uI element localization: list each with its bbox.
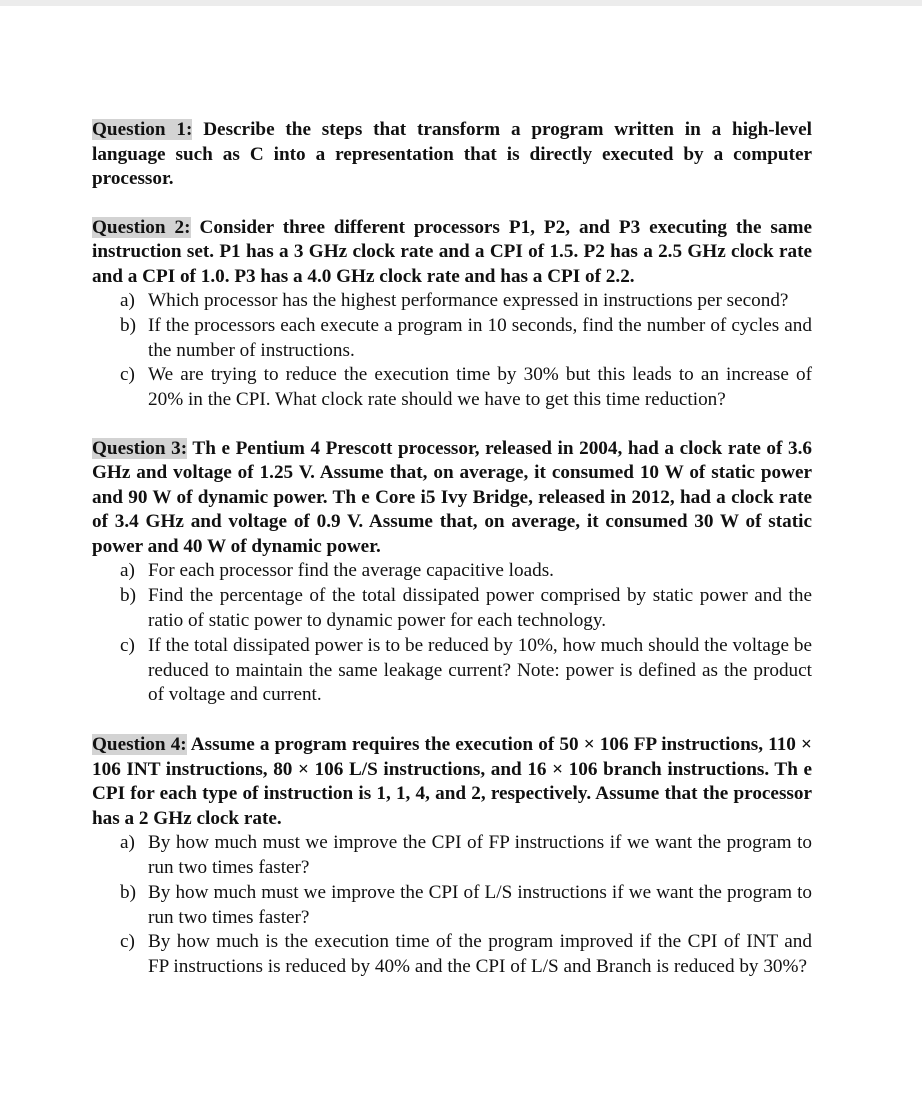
question-4-part-b <box>92 881 812 931</box>
question-2-label: Question 2: <box>92 216 191 238</box>
part-letter: c) <box>120 364 135 386</box>
question-3-part-a <box>92 559 812 584</box>
question-2-part-b <box>92 314 812 364</box>
question-4-label: Question 4: <box>92 734 187 756</box>
top-edge <box>0 0 922 6</box>
part-text: We are trying to reduce the execution time by 30% but this leads to an increase of 20% in the CPI. What clock rate should we have to get this time reduction? <box>148 364 812 411</box>
question-1-prompt <box>92 118 812 192</box>
part-letter: a) <box>120 560 135 582</box>
question-4-part-a <box>92 831 812 881</box>
question-3-text: Th e Pentium 4 Prescott processor, released in 2004, had a clock rate of 3.6 GHz and voltage of 1.25 V. Assume that, on average, it consumed 10 W of static power and 90 W of dynamic power. Th e Core i5 Ivy Bridge, released in 2012, had a clock rate of 3.4 GHz and voltage of 0.9 V. Assume that, on average, it consumed 30 W of static power and 40 W of dynamic power. <box>92 437 812 557</box>
question-4-text: Assume a program requires the execution of 50 × 106 FP instructions, 110 × 106 INT instructions, 80 × 106 L/S instructions, and 16 × 106 branch instructions. Th e CPI for each type of instruction is 1, 1, 4, and 2, respectively. Assume that the processor has a 2 GHz clock rate. <box>92 734 812 829</box>
part-text: By how much is the execution time of the program improved if the CPI of INT and FP instructions is reduced by 40% and the CPI of L/S and Branch is reduced by 30%? <box>148 931 812 978</box>
part-letter: b) <box>120 881 136 903</box>
question-3-label: Question 3: <box>92 437 188 459</box>
part-text: If the processors each execute a program in 10 seconds, find the number of cycles and the number of instructions. <box>148 314 812 361</box>
part-letter: b) <box>120 314 136 336</box>
part-text: For each processor find the average capacitive loads. <box>148 560 554 582</box>
part-text: Find the percentage of the total dissipated power comprised by static power and the ratio of static power to dynamic power for each technology. <box>148 585 812 632</box>
question-2-part-c <box>92 363 812 413</box>
part-text: Which processor has the highest performance expressed in instructions per second? <box>148 290 789 311</box>
question-4-part-c <box>92 930 812 980</box>
question-4-parts <box>92 831 812 980</box>
question-3-prompt <box>92 437 812 560</box>
question-4-prompt <box>92 733 812 831</box>
document-page <box>92 118 812 980</box>
question-1-text: Describe the steps that transform a program written in a high-level language such as C into a representation that is directly executed by a computer processor. <box>92 119 812 189</box>
part-letter: a) <box>120 290 135 311</box>
question-2-parts <box>92 289 812 413</box>
part-letter: c) <box>120 931 135 953</box>
question-1 <box>92 118 812 192</box>
part-letter: b) <box>120 585 136 607</box>
part-text: By how much must we improve the CPI of L/S instructions if we want the program to run two times faster? <box>148 881 812 928</box>
part-letter: c) <box>120 634 135 656</box>
question-2 <box>92 216 812 413</box>
question-2-prompt <box>92 216 812 290</box>
part-text: If the total dissipated power is to be reduced by 10%, how much should the voltage be reduced to maintain the same leakage current? Note: power is defined as the product of voltage and current. <box>148 634 812 706</box>
question-3-part-c <box>92 634 812 708</box>
question-2-part-a <box>92 289 812 314</box>
question-4 <box>92 733 812 980</box>
question-2-text: Consider three different processors P1, P2, and P3 executing the same instruction set. P1 has a 3 GHz clock rate and a CPI of 1.5. P2 has a 2.5 GHz clock rate and a CPI of 1.0. P3 has a 4.0 GHz clock rate and has a CPI of 2.2. <box>92 216 812 287</box>
question-3-parts <box>92 559 812 708</box>
part-letter: a) <box>120 832 135 854</box>
question-3-part-b <box>92 584 812 634</box>
question-3 <box>92 437 812 708</box>
question-1-label: Question 1: <box>92 119 193 140</box>
part-text: By how much must we improve the CPI of FP instructions if we want the program to run two times faster? <box>148 832 812 879</box>
